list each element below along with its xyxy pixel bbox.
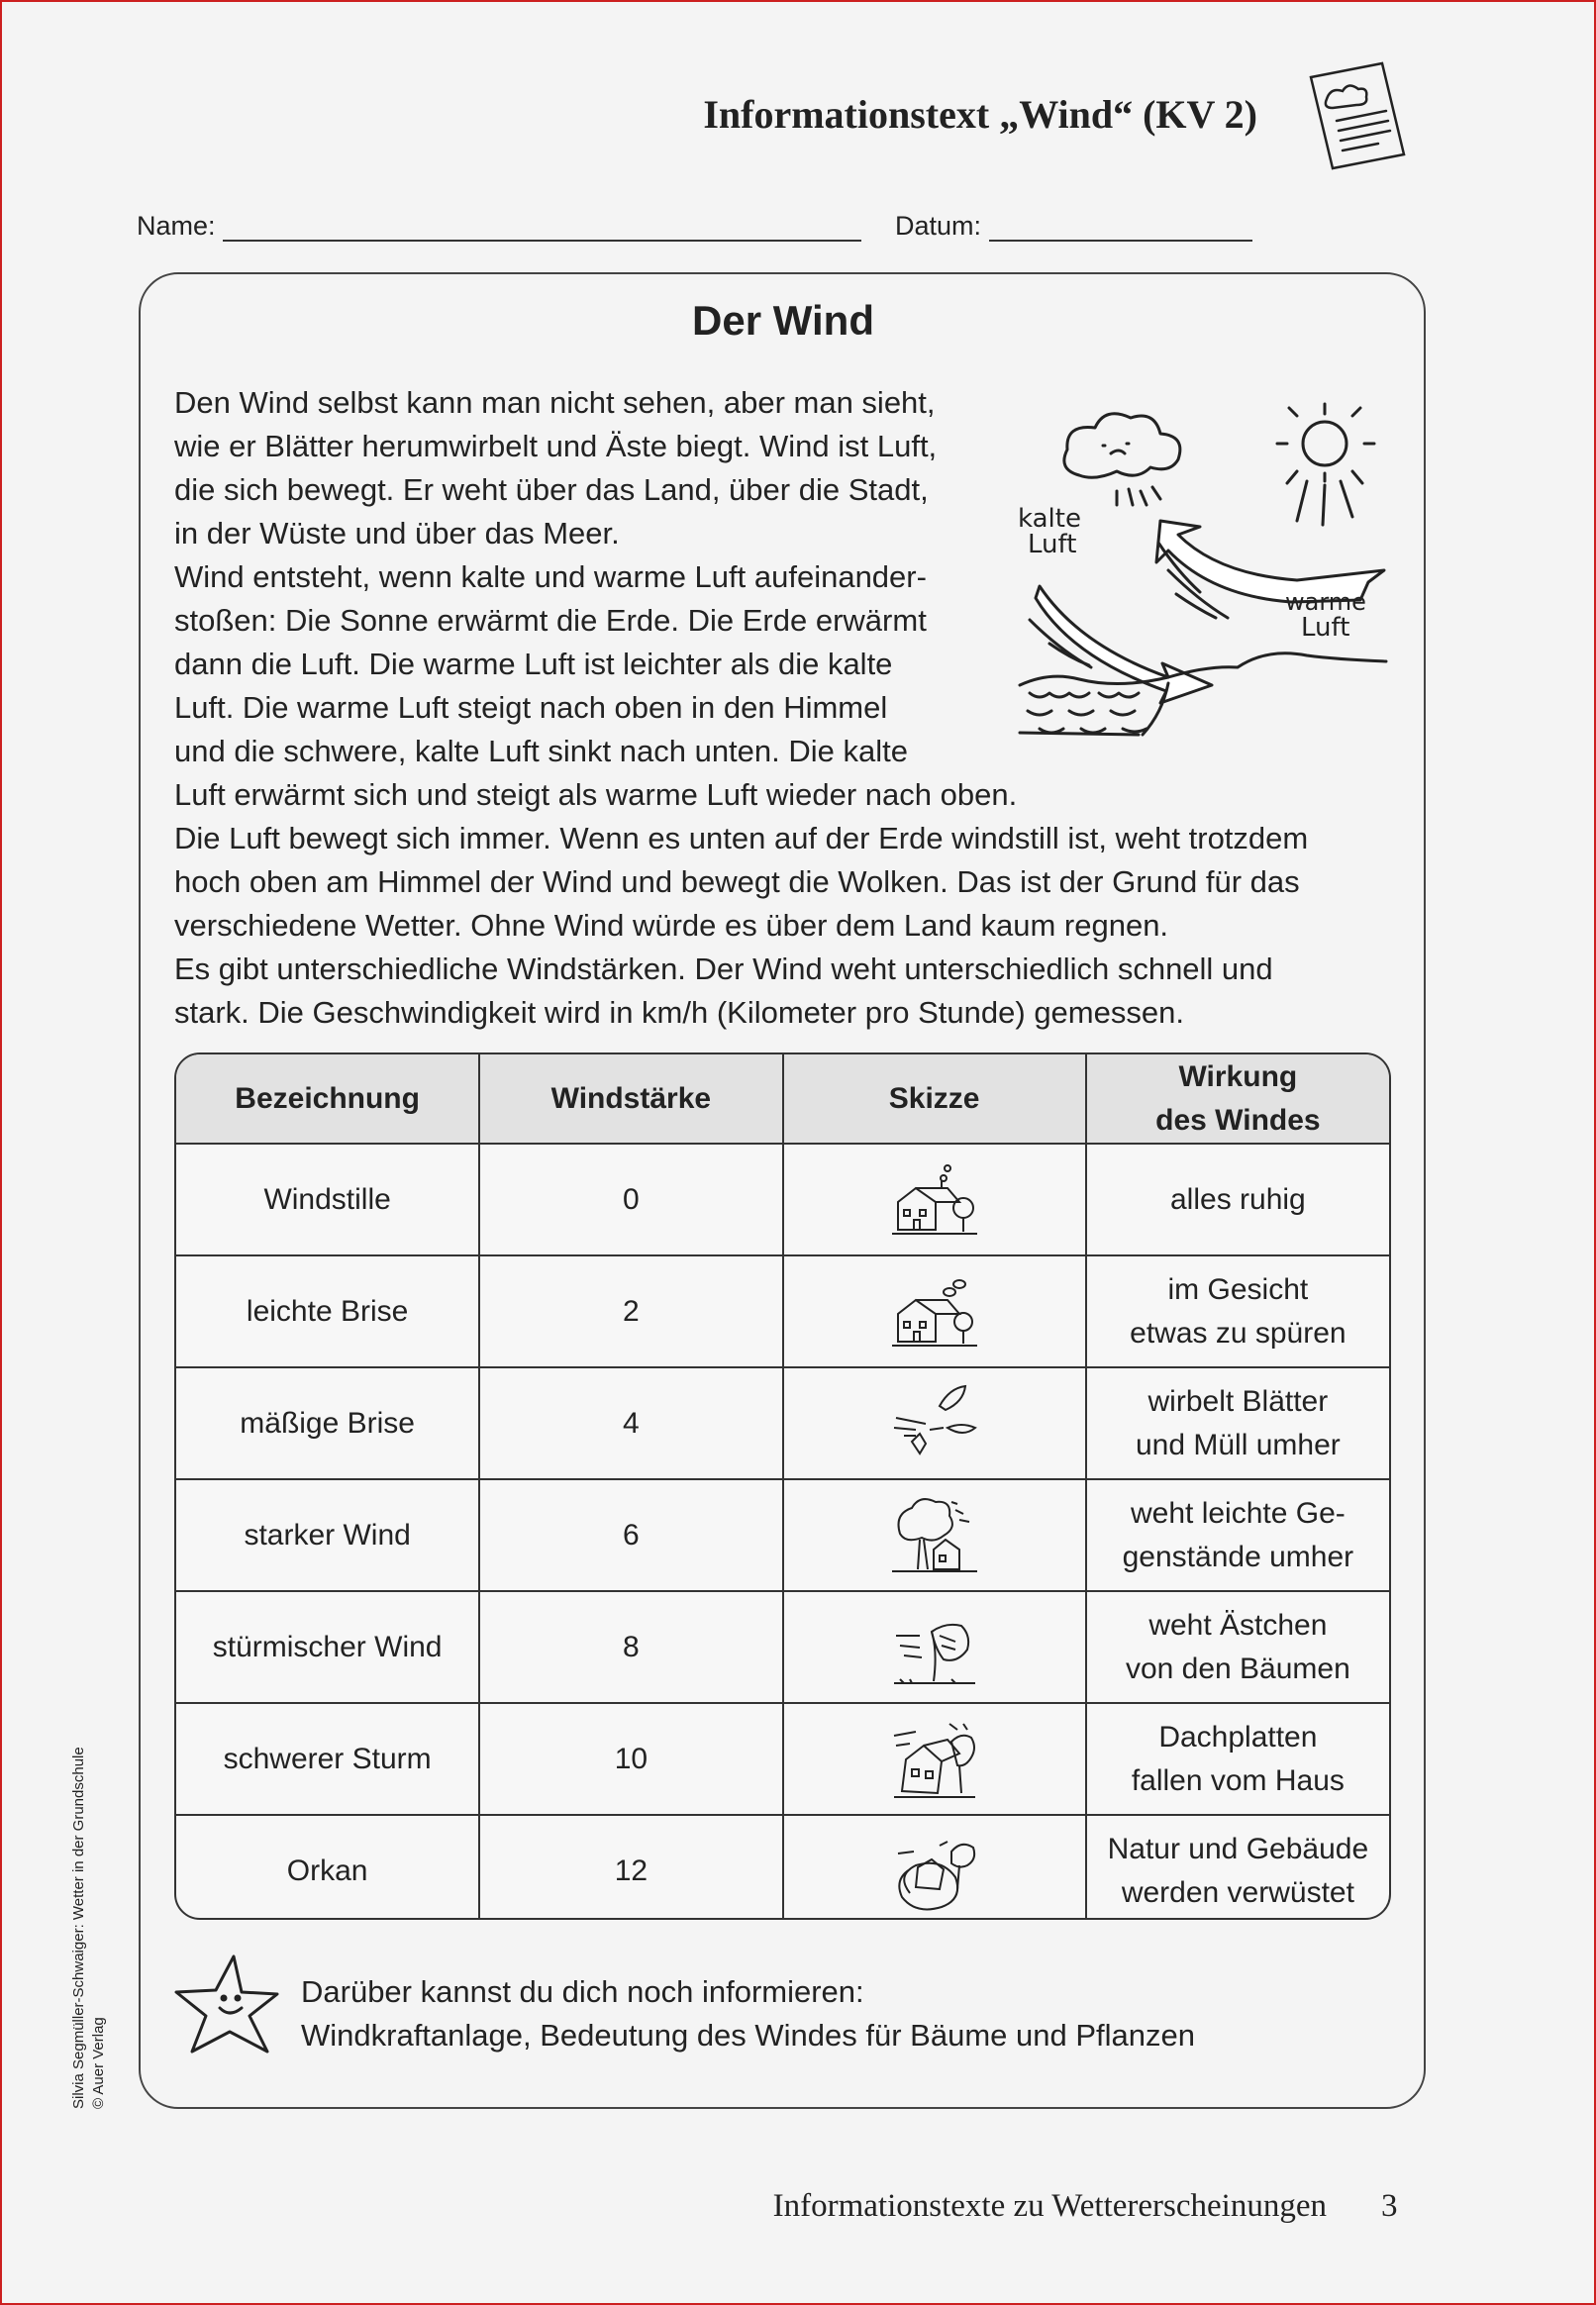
row-name: Windstille [176,1144,479,1255]
page-title: Informationstext „Wind“ (KV 2) [703,92,1257,137]
table-row [176,1367,1389,1479]
wind-illustration [1010,396,1396,743]
table-row [176,1703,1389,1815]
row-strength: 2 [479,1255,782,1367]
footer-title: Informationstexte zu Wettererscheinungen [772,2188,1327,2224]
cold-air-label-1: kalte [1018,504,1081,534]
tree-house-icon [890,1494,979,1577]
more-info-line-2: Windkraftanlage, Bedeutung des Windes für Bäume und Pflanzen [301,2018,1195,2053]
author-credit: Silvia Segmüller-Schwaiger: Wetter in der Grundschule © Auer Verlag [70,1747,107,2109]
hurricane-icon [890,1830,979,1913]
table-row [176,1144,1389,1255]
row-name: starker Wind [176,1479,479,1591]
table-row [176,1479,1389,1591]
bent-tree-icon [890,1606,979,1689]
table-row [176,1815,1389,1920]
table-row [176,1591,1389,1703]
house-calm-icon [890,1158,979,1242]
warm-air-label-2: Luft [1301,613,1350,643]
leaves-icon [890,1382,979,1465]
star-icon [172,1953,281,2056]
row-name: mäßige Brise [176,1367,479,1479]
row-strength: 10 [479,1703,782,1815]
cloud-icon [1064,414,1180,477]
date-field[interactable] [895,210,1252,242]
row-effect: wirbelt Blätter und Müll umher [1086,1367,1389,1479]
row-effect: Natur und Gebäude werden verwüstet [1086,1815,1389,1920]
cold-air-label-2: Luft [1028,530,1077,559]
table-row [176,1255,1389,1367]
row-effect: alles ruhig [1086,1144,1389,1255]
content-title: Der Wind [692,297,874,344]
intro-paragraph: Den Wind selbst kann man nicht sehen, aber man sieht, wie er Blätter herumwirbelt und Äste biegt. Wind ist Luft, die sich bewegt. Er weht über das Land, über die Stadt, in der Wüste und über das Meer. Wind entsteht, wenn kalte und warme Luft aufeinander- stoßen: Die Sonne erwärmt die Erde. Die Erde erwärmt dann die Luft. Die warme Luft ist leichter als die kalte Luft. Die warme Luft steigt nach oben in den Himmel und die schwere, kalte Luft sinkt nach unten. Die kalte Luft erwärmt sich und steigt als warme Luft wieder nach oben. [174,385,1018,812]
name-line[interactable] [223,210,861,242]
name-field[interactable] [137,210,861,242]
name-label: Name: [137,211,216,241]
row-name: schwerer Sturm [176,1703,479,1815]
page-number: 3 [1381,2188,1398,2224]
header-effect: Wirkung des Windes [1086,1054,1389,1144]
header-strength: Windstärke [479,1054,782,1144]
table-header-row [176,1054,1389,1144]
more-info-line-1: Darüber kannst du dich noch informieren: [301,1974,864,2009]
date-label: Datum: [895,211,982,241]
row-strength: 0 [479,1144,782,1255]
header-sketch: Skizze [783,1054,1086,1144]
house-smoke-icon [890,1270,979,1353]
wind-scale-table [174,1052,1391,1920]
row-strength: 12 [479,1815,782,1920]
body-paragraph: Die Luft bewegt sich immer. Wenn es unten auf der Erde windstill ist, weht trotzdem hoch oben am Himmel der Wind und bewegt die Wolken. Das ist der Grund für das verschiedene Wetter. Ohne Wind würde es über dem Land kaum regnen. Es gibt unterschiedliche Windstärken. Der Wind weht unterschiedlich schnell und stark. Die Geschwindigkeit wird in km/h (Kilometer pro Stunde) gemessen. [174,821,1309,1030]
storm-house-icon [890,1718,979,1801]
header-name: Bezeichnung [176,1054,479,1144]
row-effect: weht Ästchen von den Bäumen [1086,1591,1389,1703]
sun-icon [1303,422,1347,465]
row-effect: im Gesicht etwas zu spüren [1086,1255,1389,1367]
row-strength: 4 [479,1367,782,1479]
row-name: leichte Brise [176,1255,479,1367]
date-line[interactable] [989,210,1252,242]
warm-air-label-1: warme [1285,588,1366,616]
more-info-text [301,1970,1195,2057]
row-name: stürmischer Wind [176,1591,479,1703]
row-effect: weht leichte Ge- genstände umher [1086,1479,1389,1591]
row-name: Orkan [176,1815,479,1920]
document-icon [1297,59,1416,173]
row-effect: Dachplatten fallen vom Haus [1086,1703,1389,1815]
row-strength: 6 [479,1479,782,1591]
row-strength: 8 [479,1591,782,1703]
